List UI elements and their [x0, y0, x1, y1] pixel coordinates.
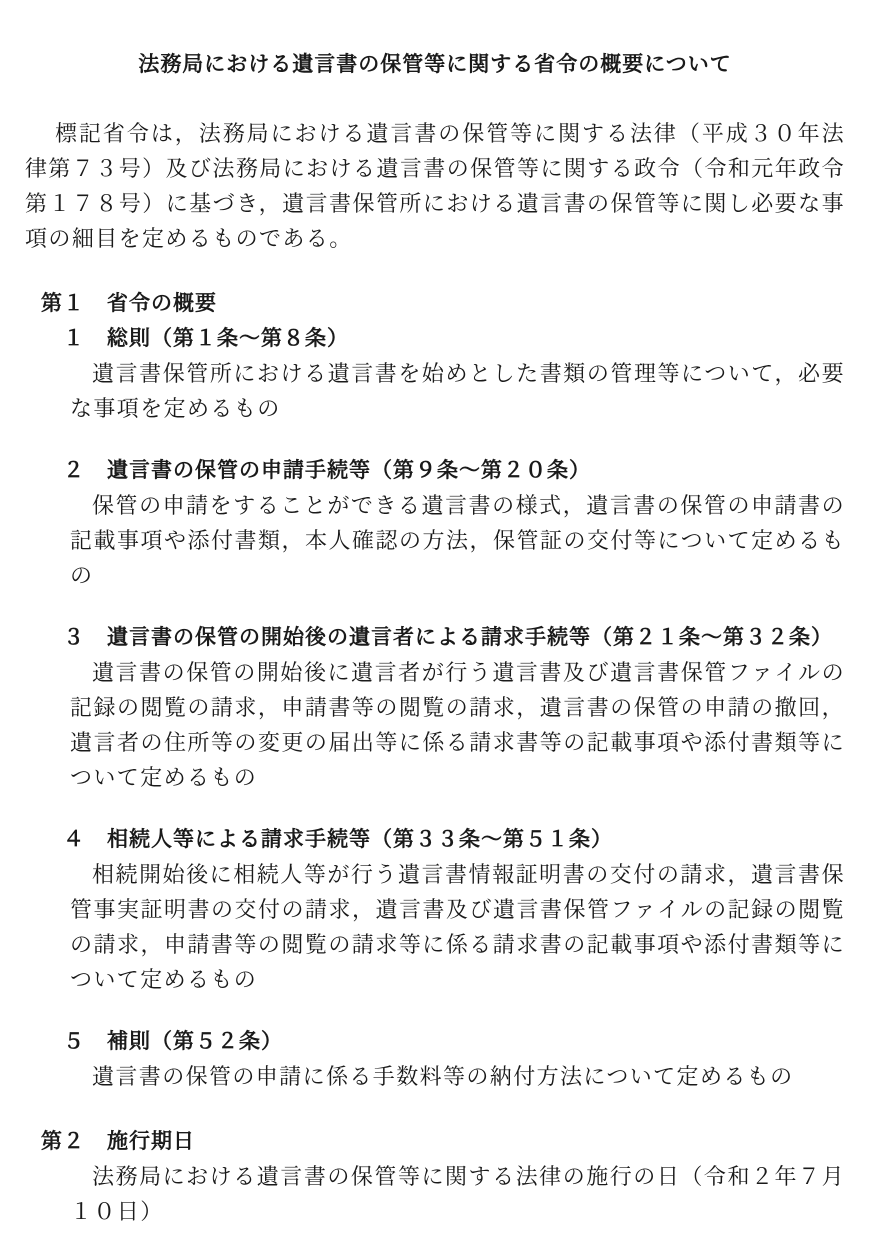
- item-testator-requests-heading: ３ 遺言書の保管の開始後の遺言者による請求手続等（第２１条～第３２条）: [63, 626, 833, 649]
- document-title: 法務局における遺言書の保管等に関する省令の概要について: [138, 53, 732, 76]
- item-supplementary-body: 遺言書の保管の申請に係る手数料等の納付方法について定めるもの: [92, 1064, 794, 1089]
- section-overview-heading: 第１ 省令の概要: [41, 292, 217, 315]
- item-general-rules-heading: １ 総則（第１条～第８条）: [63, 327, 349, 350]
- item-heir-requests-body: 相続開始後に相続人等が行う遺言書情報証明書の交付の請求，遺言書保管事実証明書の交付の請求，遺言書及び遺言書保管ファイルの記録の閲覧の請求，申請書等の閲覧の請求等に係る請求書の記載事項や添付書類等について定めるもの: [70, 862, 845, 992]
- item-supplementary-heading: ５ 補則（第５２条）: [63, 1030, 283, 1053]
- section-effective-date: [25, 1124, 845, 1229]
- item-testator-requests-body: 遺言書の保管の開始後に遺言者が行う遺言書及び遺言書保管ファイルの記録の閲覧の請求，申請書等の閲覧の請求，遺言書の保管の申請の撤回，遺言者の住所等の変更の届出等に係る請求書等の記載事項や添付書類等について定めるもの: [70, 660, 845, 790]
- item-heir-requests: [25, 822, 845, 997]
- item-general-rules-body: 遺言書保管所における遺言書を始めとした書類の管理等について，必要な事項を定めるもの: [70, 361, 845, 421]
- item-storage-application-body: 保管の申請をすることができる遺言書の様式，遺言書の保管の申請書の記載事項や添付書類，本人確認の方法，保管証の交付等について定めるもの: [70, 493, 845, 588]
- item-heir-requests-heading: ４ 相続人等による請求手続等（第３３条～第５１条）: [63, 828, 613, 851]
- intro-paragraph: 標記省令は，法務局における遺言書の保管等に関する法律（平成３０年法律第７３号）及び法務局における遺言書の保管等に関する政令（令和元年政令第１７８号）に基づき，遺言書保管所における遺言書の保管等に関し必要な事項の細目を定めるものである。: [25, 121, 845, 251]
- section-effective-date-body: 法務局における遺言書の保管等に関する法律の施行の日（令和２年７月１０日）: [70, 1164, 845, 1224]
- item-storage-application: [25, 453, 845, 593]
- item-storage-application-heading: ２ 遺言書の保管の申請手続等（第９条～第２０条）: [63, 459, 591, 482]
- section-effective-date-heading: 第２ 施行期日: [41, 1130, 195, 1153]
- item-general-rules: [25, 321, 845, 426]
- item-supplementary: [25, 1024, 845, 1094]
- section-overview: [25, 286, 845, 1094]
- item-testator-requests: [25, 620, 845, 795]
